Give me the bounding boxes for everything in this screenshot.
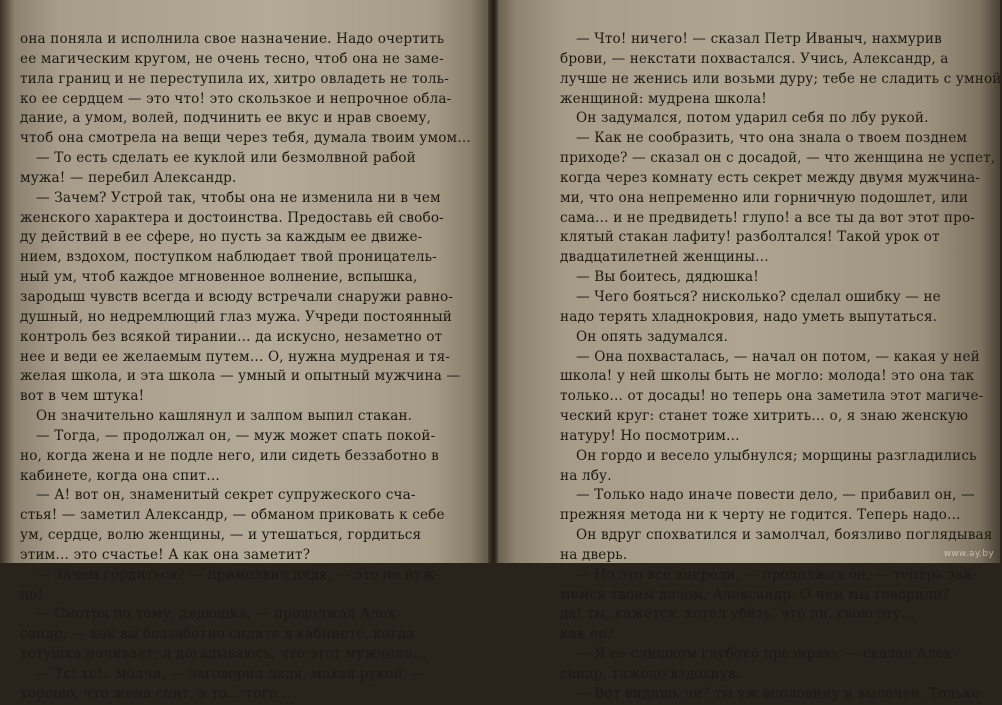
text-line: но, когда жена и не подле него, или сидеть беззаботно в: [20, 447, 439, 464]
text-line: мемся твоим делом, Александр. О чем мы говорили?: [560, 586, 950, 603]
text-line: зародыш чувств всегда и всюду встречали снаружи равно-: [20, 288, 454, 305]
text-line: Он опять задумался.: [576, 328, 729, 345]
text-line: брови, — некстати похвастался. Учись, Александр, а: [560, 50, 949, 67]
right-page-text: [560, 30, 1002, 705]
text-line: — Только надо иначе повести дело, — прибавил он, —: [576, 487, 975, 504]
text-line: да! ты, кажется, хотел убить, что ли, свою эту…: [560, 606, 915, 623]
text-line: — Зачем? Устрой так, чтобы она не изменила ни в чем: [36, 189, 441, 206]
text-line: школа! у ней школы быть не могло: молода! это она так: [560, 368, 975, 385]
text-line: — Тс! тс!.. молчи, — заговорил дядя, махая рукой, —: [36, 666, 426, 682]
text-line: клятый стакан лафиту! разболтался! Такой урок от: [560, 229, 940, 246]
text-line: надо терять хладнокровия, надо уметь выпутаться.: [560, 308, 938, 325]
text-line: сама… и не предвидеть! глупо! а все ты да вот этот про-: [560, 209, 976, 226]
text-line: — Что! ничего! — сказал Петр Иваныч, нахмурив: [576, 31, 942, 47]
text-line: приходе? — сказал он с досадой, — что женщина не успет,: [560, 150, 996, 167]
text-line: только… от досады! но теперь она заметила этот магиче-: [560, 388, 984, 405]
text-line: она поняла и исполнила свое назначение. Надо очертить: [20, 31, 445, 47]
text-line: ду действий в ее сфере, но пусть за каждым ее движе-: [20, 229, 423, 246]
text-line: — Тогда, — продолжал он, — муж может спать покой-: [36, 427, 436, 444]
text-line: вот в чем штука!: [20, 388, 145, 405]
text-line: ко ее сердцем — это что! это скользкое и непрочное обла-: [20, 90, 452, 107]
text-line: — То есть сделать ее куклой или безмолвной рабой: [36, 150, 416, 167]
text-line: желая школа, и эта школа — умный и опытный мужчина —: [20, 368, 461, 385]
text-line: сандр, тяжело вздохнув.: [560, 666, 741, 682]
text-line: дание, а умом, волей, подчинить ее вкус и нрав своему,: [20, 110, 432, 127]
text-line: контроль без всякой тирании… да искусно, незаметно от: [20, 328, 443, 345]
text-line: чтоб она смотрела на вещи через тебя, думала твоим умом…: [20, 130, 471, 147]
text-line: женского характера и достоинства. Предоставь ей свобо-: [20, 209, 444, 226]
text-line: ный ум, чтоб каждое мгновенное волнение, вспышка,: [20, 269, 418, 286]
text-line: Он задумался, потом ударил себя по лбу рукой.: [576, 110, 929, 127]
watermark: www.ay.by: [943, 549, 994, 559]
text-line: ческий круг: станет тоже хитрить… о, я знаю женскую: [560, 408, 969, 425]
left-page-text: [20, 30, 480, 705]
text-line: ее магическим кругом, не очень тесно, чтоб она не заме-: [20, 50, 444, 67]
text-line: кабинете, когда она спит…: [20, 467, 221, 484]
text-line: женщиной: мудрена школа!: [560, 90, 767, 107]
text-line: прежняя метода ни к черту не годится. Теперь надо…: [560, 507, 961, 524]
text-line: — Смотря по тому, дядюшка, — продолжал Алек-: [36, 606, 401, 623]
text-line: лучше не женись или возьми дуру; тебе не сладить с умной: [560, 70, 1002, 87]
text-line: натуру! Но посмотрим…: [560, 427, 740, 444]
text-line: — Зачем гордиться? — примолвил дядя, — это не нуж-: [36, 566, 440, 583]
text-line: когда через комнату есть секрет между двумя мужчина-: [560, 169, 980, 186]
text-line: — Как не сообразить, что она знала о твоем позднем: [576, 130, 968, 147]
text-line: нее и веди ее желаемым путем… О, нужна мудреная и тя-: [20, 348, 451, 365]
text-line: как ее?: [560, 626, 614, 643]
text-line: душный, но недремлющий глаз мужа. Учреди постоянный: [20, 308, 453, 325]
text-line: тила границ и не переступила их, хитро овладеть не толь-: [20, 70, 449, 87]
text-line: этим… это счастье! А как она заметит?: [20, 546, 311, 563]
text-line: — Вы боитесь, дядюшка!: [576, 269, 759, 286]
text-line: Он гордо и весело улыбнулся; морщины разгладились: [576, 447, 977, 464]
text-line: — Я ее слишком глубоко презираю, — сказал Алек-: [576, 646, 958, 663]
book-gutter: [488, 0, 498, 563]
text-line: стья! — заметил Александр, — обманом приковать к себе: [20, 507, 445, 524]
text-line: но!: [20, 586, 44, 603]
text-line: нием, вздохом, поступком наблюдает твой проницатель-: [20, 249, 437, 266]
text-line: ми, что она непременно или горничную подошлет, или: [560, 189, 969, 206]
text-line: ум, сердце, волю женщины, — и утешаться, гордиться: [20, 527, 422, 544]
text-line: Он вдруг спохватился и замолчал, боязливо поглядывая: [576, 527, 993, 544]
text-line: на лбу.: [560, 467, 612, 484]
text-line: сандр, — как вы беззаботно сидите в кабинете, когда: [20, 626, 415, 643]
text-line: — Чего бояться? нисколько? сделал ошибку — не: [576, 288, 941, 305]
text-line: — Но это все впереди, — продолжал он, — теперь зай-: [576, 566, 978, 583]
text-line: — Вот видишь ли? ты уж вполовину и вылечен. Только: [576, 685, 980, 702]
text-line: — А! вот он, знаменитый секрет супружеского сча-: [36, 487, 416, 504]
text-line: мужа! — перебил Александр.: [20, 169, 237, 186]
text-line: Он значительно кашлянул и залпом выпил стакан.: [36, 408, 413, 425]
text-line: тетушка почивает, я догадываюсь, что этот мужчина…: [20, 646, 427, 663]
text-line: хорошо, что жена спит, а то… того…: [20, 685, 291, 702]
text-line: двадцатилетней женщины…: [560, 249, 769, 266]
text-line: — Она похвасталась, — начал он потом, — какая у ней: [576, 348, 980, 365]
text-line: на дверь.: [560, 546, 628, 563]
